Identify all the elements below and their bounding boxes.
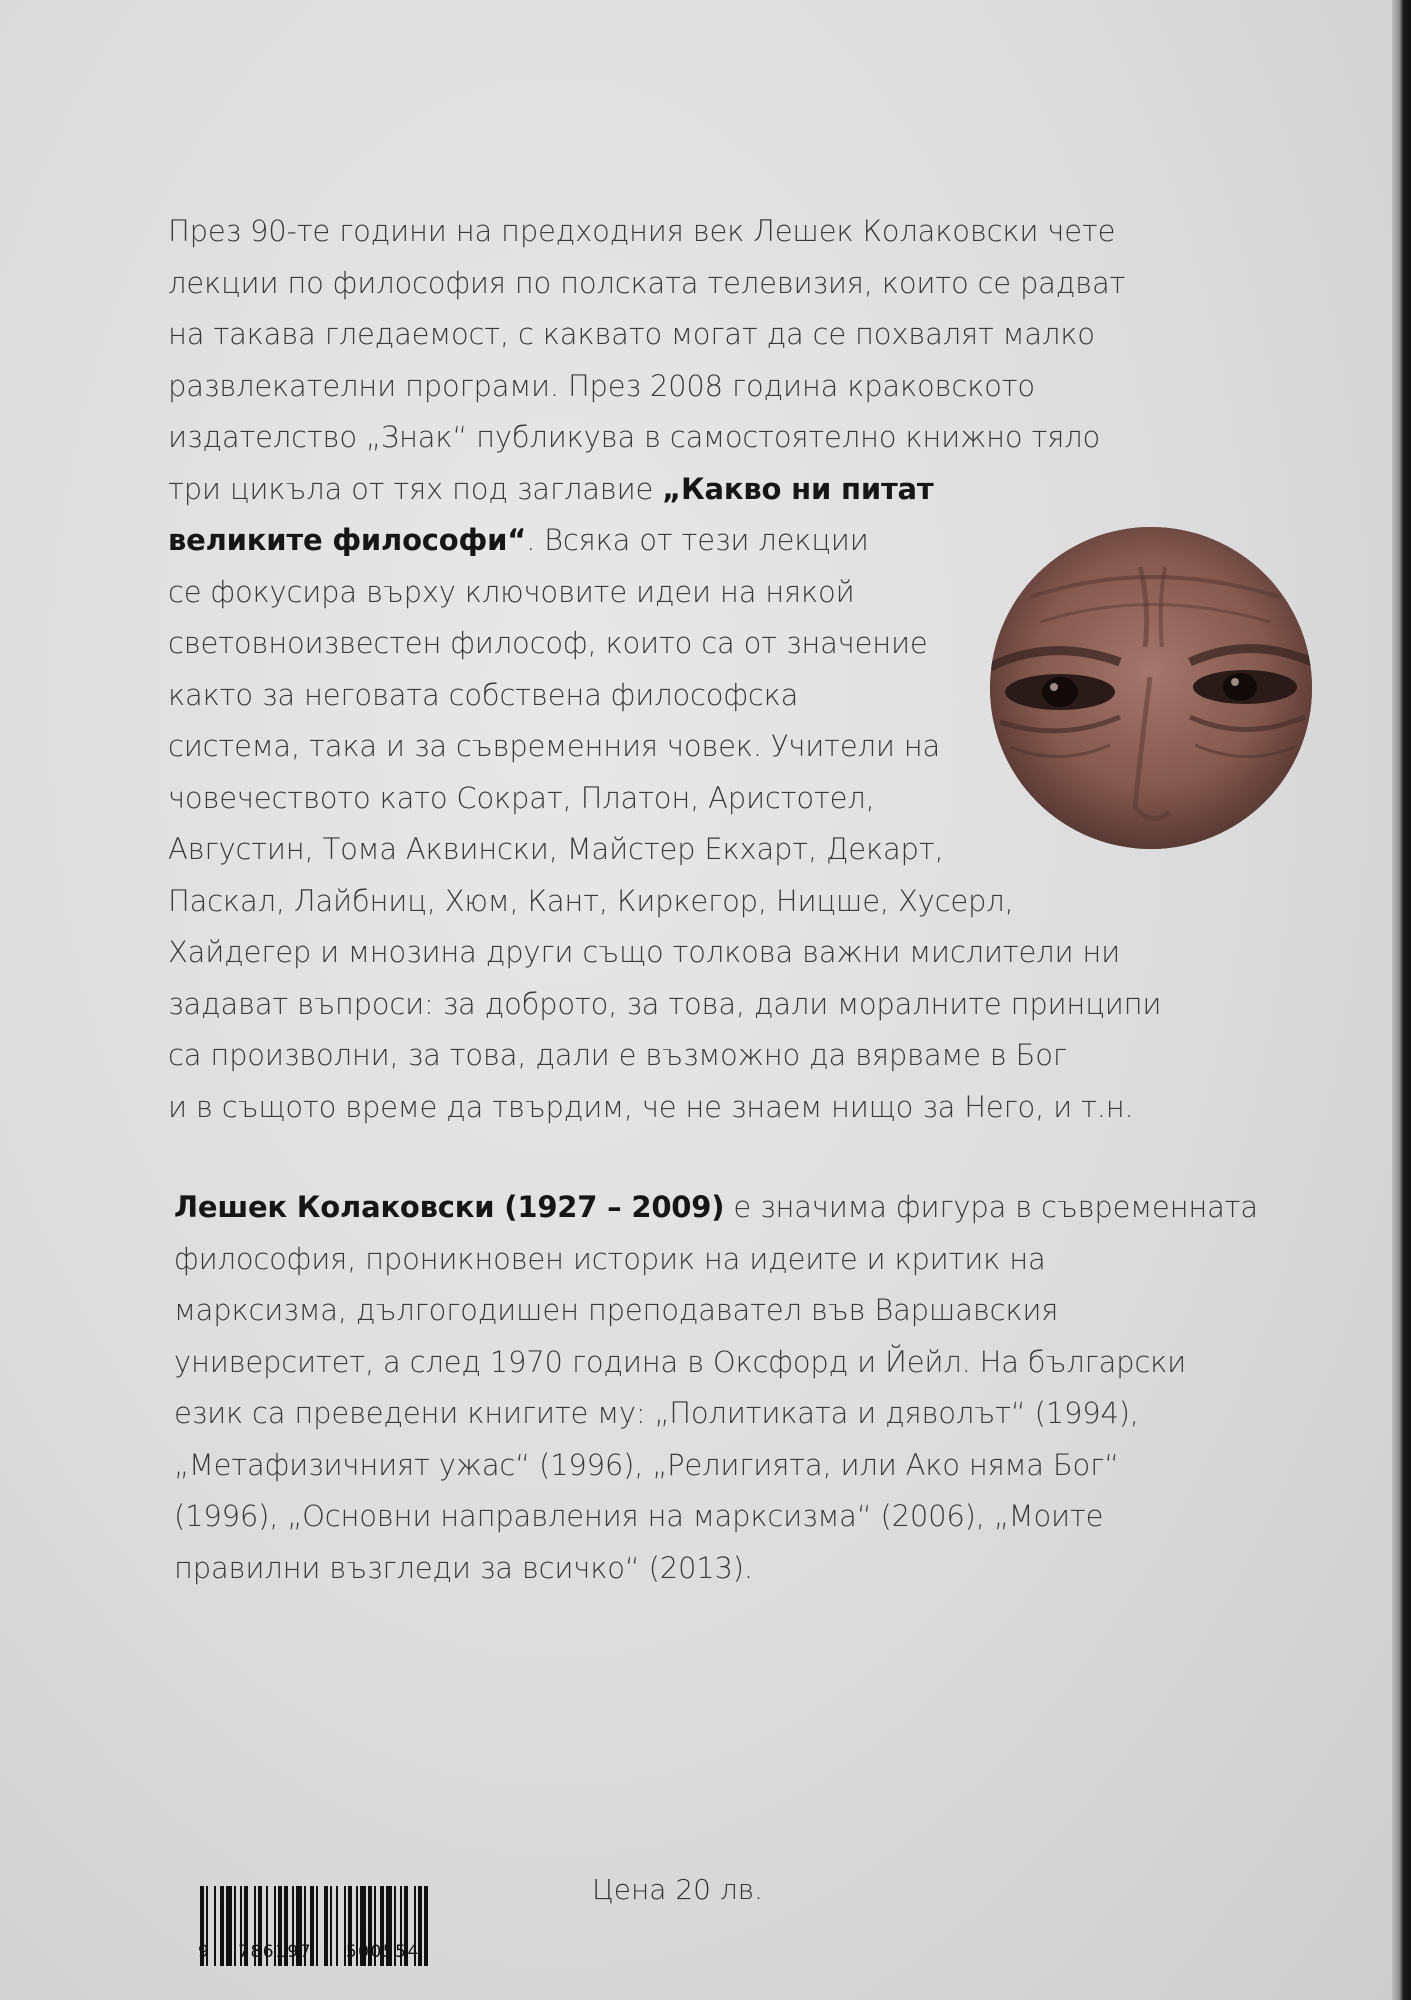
book-title-part-1: „Какво ни питат [662,471,934,506]
text-line: университет, а след 1970 година в Оксфорд и Йейл. На български [174,1344,1187,1379]
text-line: и в същото време да твърдим, че не знаем нищо за Него, и т.н. [168,1089,1134,1124]
text-line: задават въпроси: за доброто, за това, дали моралните принципи [168,986,1162,1021]
text-line: Паскал, Лайбниц, Хюм, Кант, Киркегор, Ницше, Хусерл, [168,883,1014,918]
text-line: издателство „Знак“ публикува в самостоятелно книжно тяло [168,420,1101,454]
text-line [168,464,1161,516]
text-line: развлекателни програми. През 2008 година краковското [168,368,1035,403]
text-line: марксизма, дългогодишен преподавател във Варшавския [174,1293,1059,1327]
text-line: През 90-те години на предходния век Лешек Колаковски чете [168,214,1116,248]
text-line: Хайдегер и мнозина други също толкова важни мислители ни [168,935,1121,969]
text-line: език са преведени книгите му: „Политиката и дяволът“ (1994), [174,1396,1139,1430]
text-line-end: . Всяка от тези лекции [526,523,869,557]
author-name: Лешек Колаковски (1927 – 2009) [174,1190,725,1224]
text-line [168,515,1161,567]
text-line: са произволни, за това, дали е възможно да вярваме в Бог [168,1038,1067,1072]
text-line-rest: е значима фигура в съвременната [724,1190,1258,1224]
isbn-digits [198,1942,420,1962]
text-line [174,1182,1258,1234]
text-line: световноизвестен философ, които са от значение [168,626,928,660]
barcode-bar [424,1886,428,1966]
text-line: философия, проникновен историк на идеите и критик на [174,1241,1046,1276]
face-eyes-photo-icon [990,527,1312,849]
text-line-start: три цикъла от тях под заглавие [168,471,663,506]
price-label: Цена 20 лв. [592,1873,764,1906]
author-portrait-circle [990,527,1312,849]
text-line: система, така и за съвременния човек. Учители на [168,729,941,763]
text-line: както за неговата собствена философска [168,677,799,712]
isbn-left-digits: 786197 [238,1942,313,1962]
cover-edge [1392,0,1411,2000]
text-line: правилни възгледи за всичко“ (2013). [174,1550,753,1585]
text-line: Августин, Тома Аквински, Майстер Екхарт, Декарт, [168,832,944,866]
text-line: „Метафизичният ужас“ (1996), „Религията, или Ако няма Бог“ [174,1447,1119,1482]
text-line: (1996), „Основни направления на марксизма“ (2006), „Моите [174,1499,1104,1533]
text-line: човечеството като Сократ, Платон, Аристотел, [168,780,875,815]
isbn-right-digits: 500554 [345,1942,420,1962]
text-line: на такава гледаемост, с каквато могат да се похвалят малко [168,317,1095,351]
book-title-part-2: великите философи“ [168,523,527,557]
text-line: лекции по философия по полската телевизия, които се радват [168,265,1126,300]
isbn-first-digit: 9 [198,1942,211,1962]
author-bio-paragraph [174,1182,1258,1594]
text-line: се фокусира върху ключовите идеи на някой [168,574,855,609]
